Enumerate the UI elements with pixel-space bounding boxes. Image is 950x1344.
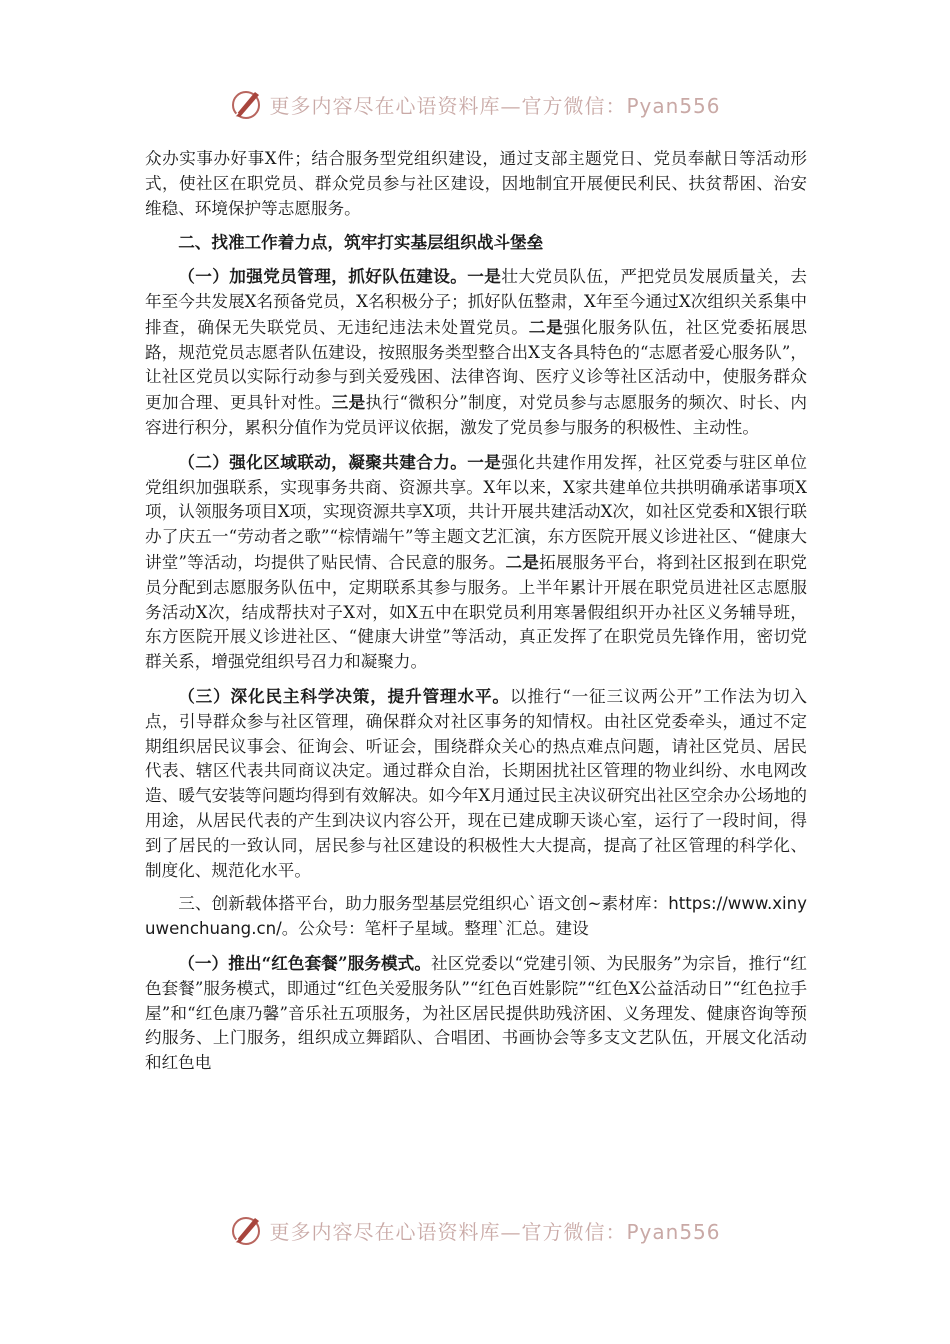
watermark-banner-top (0, 84, 950, 124)
pen-logo-icon (229, 86, 265, 122)
subsection-3-paragraph: （三）深化民主科学决策，提升管理水平。以推行“一征三议两公开”工作法为切入点，引导群众参与社区管理，确保群众对社区事务的知情权。由社区党委牵头，通过不定期组织居民议事会、征询会、听证会，围绕群众关心的热点难点问题，请社区党员、居民代表、辖区代表共同商议决定。通过群众自治，长期困扰社区管理的物业纠纷、水电网改造、暖气安装等问题均得到有效解决。如今年X月通过民主决议研究出社区空余办公场地的用途，从居民代表的产生到决议内容公开，现在已建成聊天谈心室，运行了一段时间，得到了居民的一致认同，居民参与社区建设的积极性大大提高，提高了社区管理的科学化、制度化、规范化水平。 (145, 685, 808, 880)
section-heading-2: 二、找准工作着力点，筑牢打实基层组织战斗堡垒 (178, 232, 544, 253)
subsection-3-title: （三）深化民主科学决策，提升管理水平。 (178, 685, 510, 706)
section-heading-3: 三、创新载体搭平台，助力服务型基层党组织心`语文创~素材库：https://www.xinyuwenchuang.cn/。公众号：笔杆子星域。整理`汇总。建设 (145, 894, 807, 939)
watermark-text: 更多内容尽在心语资料库—官方微信：Pyan556 (269, 1219, 721, 1244)
pen-logo-icon (229, 1212, 265, 1248)
subsection-4-paragraph: （一）推出“红色套餐”服务模式。社区党委以“党建引领、为民服务”为宗旨，推行“红色套餐”服务模式，即通过“红色关爱服务队”“红色百姓影院”“红色X公益活动日”“红色拉手屋”和“红色康乃馨”音乐社五项服务，为社区居民提供助残济困、义务理发、健康咨询等预约服务、上门服务，组织成立舞蹈队、合唱团、书画协会等多支文艺队伍，开展文化活动和红色电 (145, 952, 808, 1073)
watermark-banner-bottom (0, 1210, 950, 1250)
subsection-4-title: （一）推出“红色套餐”服务模式。 (178, 952, 432, 973)
subsection-2-paragraph: （二）强化区域联动，凝聚共建合力。一是强化共建作用发挥，社区党委与驻区单位党组织加强联系，实现事务共商、资源共享。X年以来，X家共建单位共拱明确承诺事项X项，认领服务项目X项，实现资源共享X项，共计开展共建活动X次，如社区党委和X银行联办了庆五一“劳动者之歌”“棕情端午”等主题文艺汇演，东方医院开展义诊进社区、“健康大讲堂”等活动，均提供了贴民情、合民意的服务。二是拓展服务平台，将到社区报到在职党员分配到志愿服务队伍中，定期联系其参与服务。上半年累计开展在职党员进社区志愿服务活动X次，结成帮扶对子X对，如X五中在职党员利用寒暑假组织开办社区义务辅导班，东方医院开展义诊进社区、“健康大讲堂”等活动，真正发挥了在职党员先锋作用，密切党群关系，增强党组织号召力和凝聚力。 (145, 451, 808, 672)
subsection-1-title: （一）加强党员管理，抓好队伍建设。 (178, 266, 468, 287)
source-url: https://www.xinyuwenchuang.cn/ (145, 894, 807, 939)
subsection-1-paragraph: （一）加强党员管理，抓好队伍建设。一是壮大党员队伍，严把党员发展质量关，去年至今共发展X名预备党员，X名积极分子；抓好队伍整肃，X年至今通过X次组织关系集中排查，确保无失联党员、无违纪违法未处置党员。二是强化服务队伍，社区党委拓展思路，规范党员志愿者队伍建设，按照服务类型整合出X支各具特色的“志愿者爱心服务队”，让社区党员以实际行动参与到关爱残困、法律咨询、医疗义诊等社区活动中，使服务群众更加合理、更具针对性。三是执行“微积分”制度，对党员参与志愿服务的频次、时长、内容进行积分，累积分值作为党员评议依据，激发了党员参与服务的积极性、主动性。 (145, 266, 808, 437)
document-body (145, 147, 807, 1076)
paragraph-continued: 众办实事办好事X件；结合服务型党组织建设，通过支部主题党日、党员奉献日等活动形式，使社区在职党员、群众党员参与社区建设，因地制宜开展便民利民、扶贫帮困、治安维稳、环境保护等志愿服务。 (145, 149, 807, 218)
subsection-2-title: （二）强化区域联动，凝聚共建合力。 (178, 451, 468, 472)
watermark-text: 更多内容尽在心语资料库—官方微信：Pyan556 (269, 93, 721, 118)
